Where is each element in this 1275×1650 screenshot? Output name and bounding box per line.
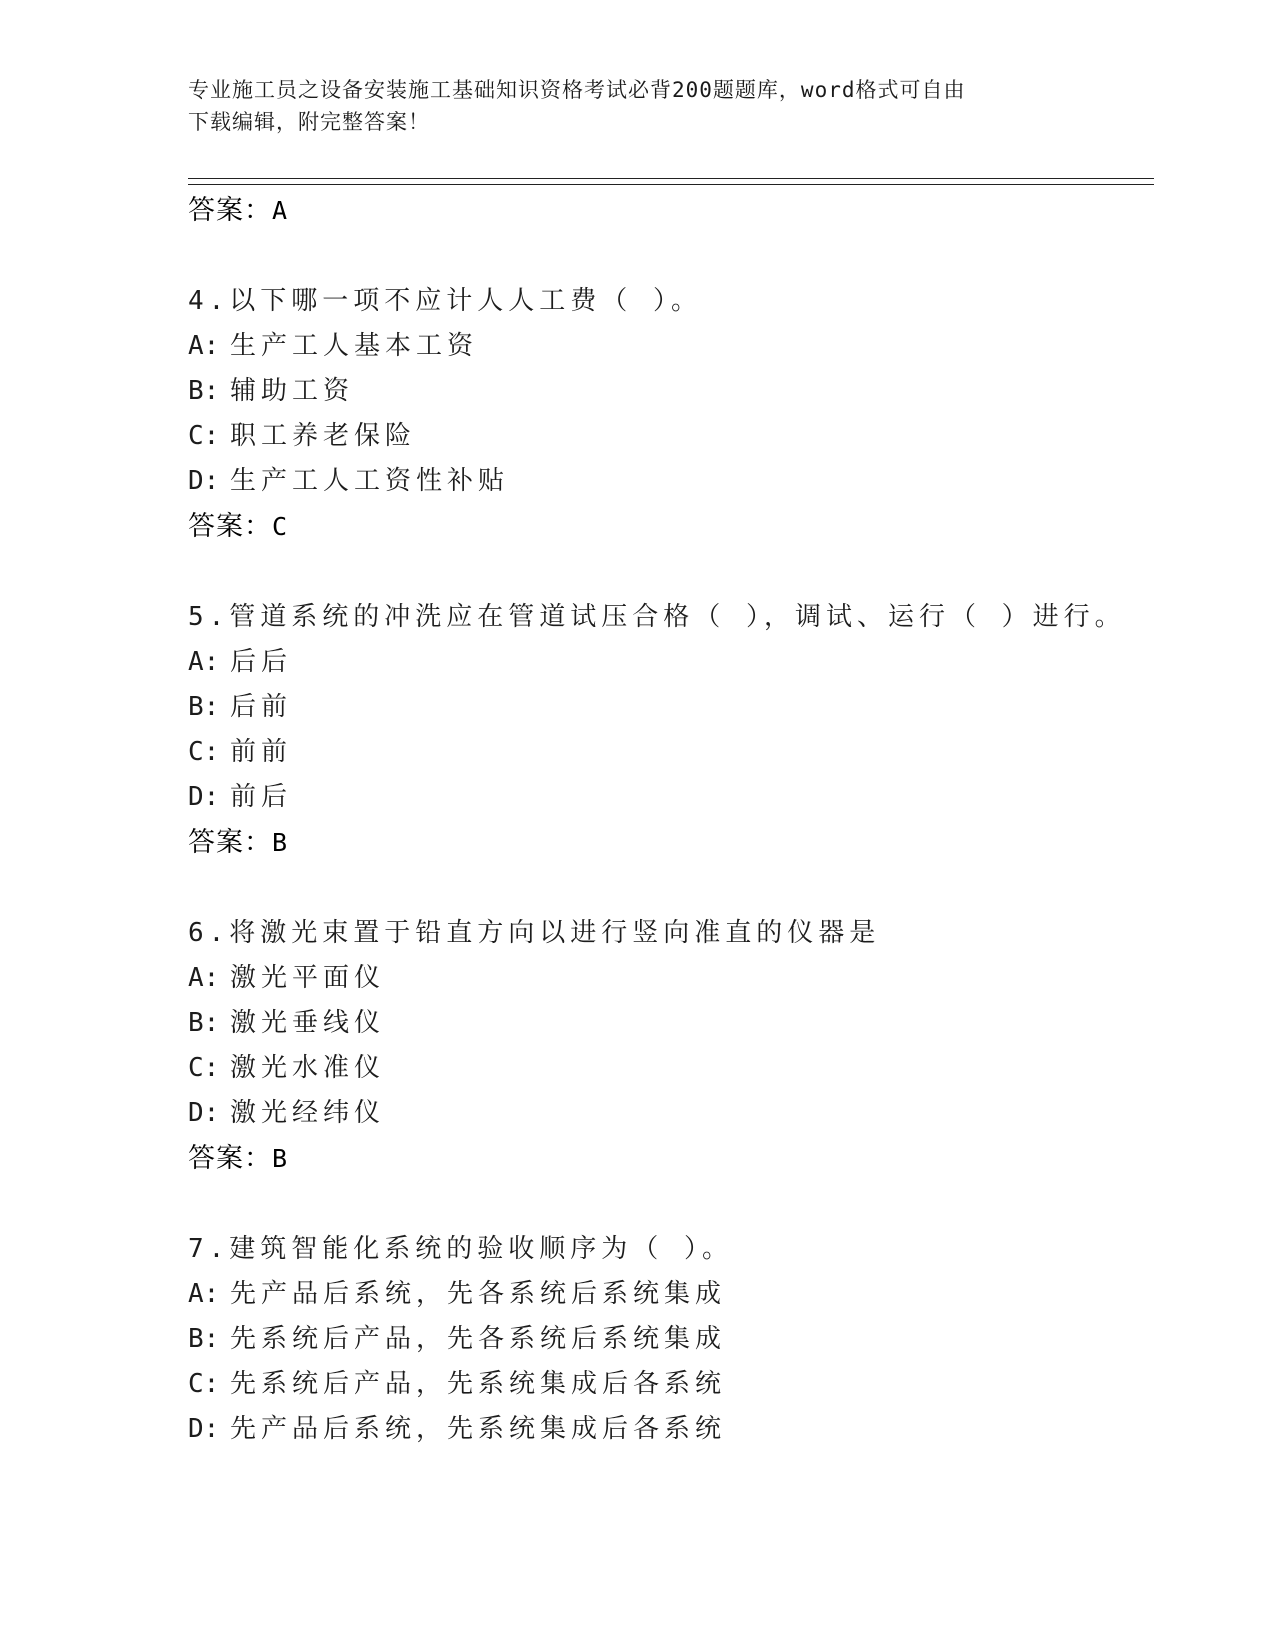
question-stem: 4.以下哪一项不应计人人工费（ ）。 xyxy=(188,286,702,316)
option-item xyxy=(188,1407,1168,1452)
answer-line xyxy=(188,188,1168,233)
option-key: B: xyxy=(188,1324,220,1354)
question-stem: 5.管道系统的冲洗应在管道试压合格（ ），调试、运行（ ）进行。 xyxy=(188,602,1126,632)
option-text: 后后 xyxy=(230,647,293,677)
option-text: 先系统后产品，先系统集成后各系统 xyxy=(230,1369,727,1399)
option-key: A: xyxy=(188,963,220,993)
option-text: 生产工人基本工资 xyxy=(230,331,479,361)
option-text: 激光平面仪 xyxy=(230,963,386,993)
answer-label: 答案： xyxy=(188,511,272,542)
option-text: 生产工人工资性补贴 xyxy=(230,466,510,496)
option-key: A: xyxy=(188,1279,220,1309)
option-item xyxy=(188,459,1168,504)
option-text: 先产品后系统，先各系统后系统集成 xyxy=(230,1279,727,1309)
option-key: C: xyxy=(188,737,220,767)
option-key: D: xyxy=(188,1098,220,1128)
option-item xyxy=(188,324,1168,369)
document-header xyxy=(188,74,1068,138)
answer-value: C xyxy=(272,512,288,541)
option-text: 职工养老保险 xyxy=(230,421,417,451)
option-text: 后前 xyxy=(230,692,293,722)
answer-value: B xyxy=(272,1144,288,1173)
option-item xyxy=(188,775,1168,820)
option-text: 激光垂线仪 xyxy=(230,1008,386,1038)
answer-value: B xyxy=(272,828,288,857)
option-item xyxy=(188,956,1168,1001)
question-stem: 7.建筑智能化系统的验收顺序为（ ）。 xyxy=(188,1234,733,1264)
option-item xyxy=(188,1001,1168,1046)
option-item xyxy=(188,685,1168,730)
option-key: C: xyxy=(188,1369,220,1399)
option-item xyxy=(188,1091,1168,1136)
answer-line xyxy=(188,820,1168,865)
option-item xyxy=(188,640,1168,685)
header-line-2: 下载编辑，附完整答案！ xyxy=(188,110,430,134)
option-item xyxy=(188,414,1168,459)
option-item xyxy=(188,1362,1168,1407)
question-stem: 6.将激光束置于铅直方向以进行竖向准直的仪器是 xyxy=(188,918,881,948)
option-key: D: xyxy=(188,1414,220,1444)
answer-line xyxy=(188,1136,1168,1181)
option-item xyxy=(188,1272,1168,1317)
answer-value: A xyxy=(272,196,288,225)
option-text: 先系统后产品，先各系统后系统集成 xyxy=(230,1324,727,1354)
option-key: A: xyxy=(188,647,220,677)
option-text: 辅助工资 xyxy=(230,376,355,406)
question-list xyxy=(188,188,1168,1452)
option-key: B: xyxy=(188,1008,220,1038)
header-rule-bottom xyxy=(188,184,1154,185)
option-key: C: xyxy=(188,1053,220,1083)
option-item xyxy=(188,1046,1168,1091)
option-key: B: xyxy=(188,376,220,406)
option-item xyxy=(188,730,1168,775)
option-key: D: xyxy=(188,466,220,496)
option-key: A: xyxy=(188,331,220,361)
answer-line xyxy=(188,504,1168,549)
answer-label: 答案： xyxy=(188,827,272,858)
option-text: 激光经纬仪 xyxy=(230,1098,386,1128)
header-rule-top xyxy=(188,178,1154,179)
option-text: 前后 xyxy=(230,782,293,812)
answer-label: 答案： xyxy=(188,195,272,226)
option-key: D: xyxy=(188,782,220,812)
option-item xyxy=(188,369,1168,414)
header-line-1: 专业施工员之设备安装施工基础知识资格考试必背200题题库，word格式可自由 xyxy=(188,78,966,102)
option-text: 前前 xyxy=(230,737,293,767)
option-text: 激光水准仪 xyxy=(230,1053,386,1083)
option-key: B: xyxy=(188,692,220,722)
option-item xyxy=(188,1317,1168,1362)
option-text: 先产品后系统，先系统集成后各系统 xyxy=(230,1414,727,1444)
option-key: C: xyxy=(188,421,220,451)
answer-label: 答案： xyxy=(188,1143,272,1174)
